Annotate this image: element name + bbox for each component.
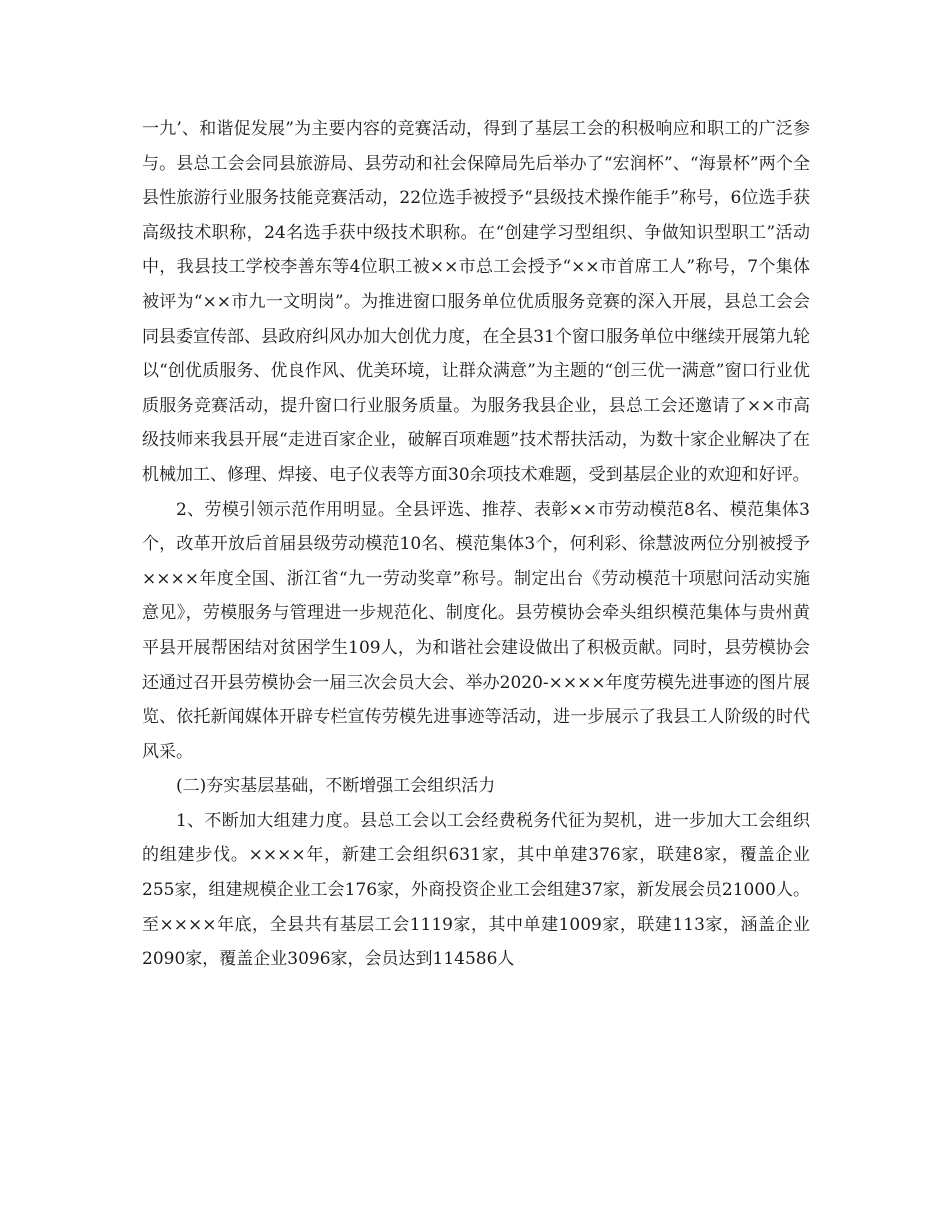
section-heading: (二)夯实基层基础，不断增强工会组织活力 [176,776,496,797]
document-page [142,112,810,977]
paragraph-model-workers: 2、劳模引领示范作用明显。全县评选、推荐、表彰××市劳动模范8名、模范集体3个，改革开放后首届县级劳动模范10名、模范集体3个，何利彩、徐慧波两位分别被授予××××年度全国、浙江省“九一劳动奖章”称号。制定出台《劳动模范十项慰问活动实施意见》，劳模服务与管理进一步规范化、制度化。县劳模协会牵头组织模范集体与贵州黄平县开展帮困结对贫困学生109人，为和谐社会建设做出了积极贡献。同时，县劳模协会还通过召开县劳模协会一届三次会员大会、举办2020-××××年度劳模先进事迹的图片展览、依托新闻媒体开辟专栏宣传劳模先进事迹等活动，进一步展示了我县工人阶级的时代风采。 [142,499,810,762]
paragraph-competition: 一九’、和谐促发展”为主要内容的竞赛活动，得到了基层工会的积极响应和职工的广泛参与。县总工会会同县旅游局、县劳动和社会保障局先后举办了“宏润杯”、“海景杯”两个全县性旅游行业服务技能竞赛活动，22位选手被授予“县级技术操作能手”称号，6位选手获高级技术职称，24名选手获中级技术职称。在“创建学习型组织、争做知识型职工”活动中，我县技工学校李善东等4位职工被××市总工会授予“××市首席工人”称号，7个集体被评为“××市九一文明岗”。为推进窗口服务单位优质服务竞赛的深入开展，县总工会会同县委宣传部、县政府纠风办加大创优力度，在全县31个窗口服务单位中继续开展第九轮以“创优质服务、优良作风、优美环境，让群众满意”为主题的“创三优一满意”窗口行业优质服务竞赛活动，提升窗口行业服务质量。为服务我县企业，县总工会还邀请了××市高级技师来我县开展“走进百家企业，破解百项难题”技术帮扶活动，为数十家企业解决了在机械加工、修理、焊接、电子仪表等方面30余项技术难题，受到基层企业的欢迎和好评。 [142,119,810,485]
paragraph-organization: 1、不断加大组建力度。县总工会以工会经费税务代征为契机，进一步加大工会组织的组建步伐。××××年，新建工会组织631家，其中单建376家，联建8家，覆盖企业255家，组建规模企业工会176家，外商投资企业工会组建37家，新发展会员21000人。至××××年底，全县共有基层工会1119家，其中单建1009家，联建113家，涵盖企业2090家，覆盖企业3096家，会员达到114586人 [142,810,810,970]
